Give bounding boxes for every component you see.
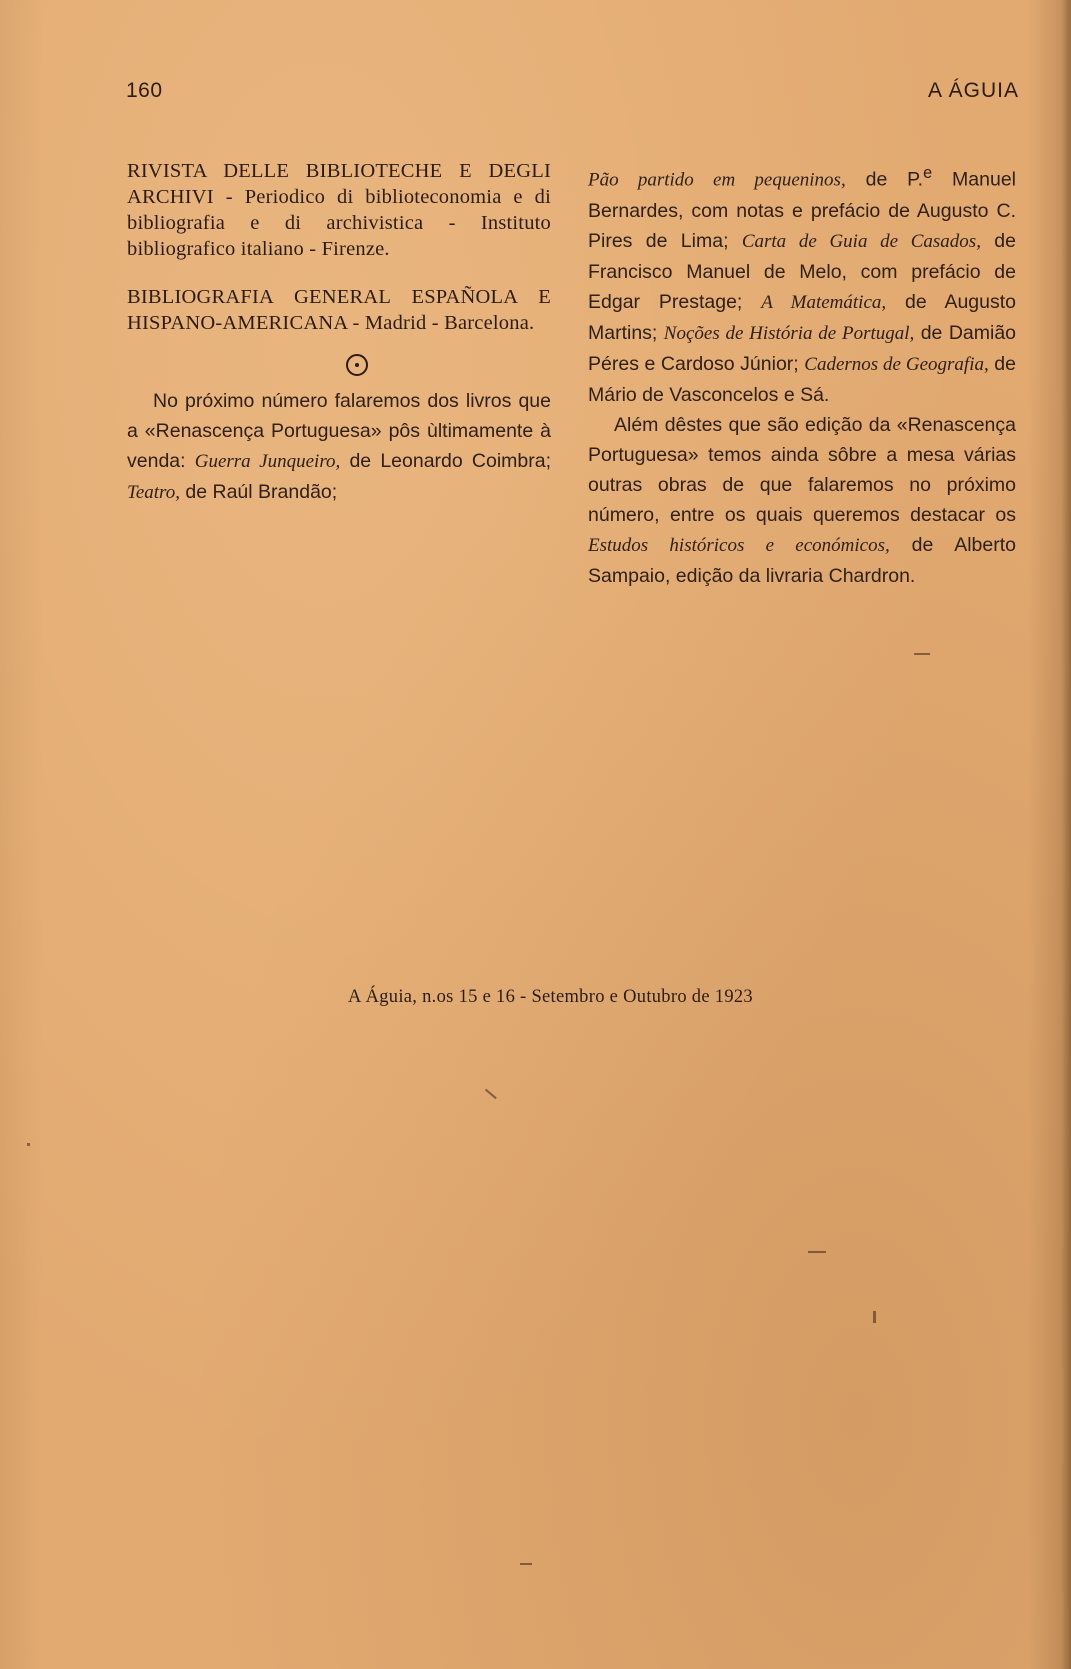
superscript: e [923, 164, 933, 182]
book-title: Guerra Junqueiro, [194, 451, 341, 472]
book-title: A Matemática, [761, 291, 887, 313]
paper-speck [520, 1563, 532, 1565]
running-title: A ÁGUIA [927, 79, 1019, 102]
page-edge-shadow [1061, 0, 1071, 1669]
paper-speck [914, 653, 930, 655]
announcement-text: de Raúl Brandão; [179, 481, 338, 503]
book-title: Cadernos de Geografia, [804, 353, 989, 375]
announcement-paragraph [127, 386, 551, 508]
section-divider [127, 344, 551, 386]
entry-spacer [127, 262, 551, 284]
bibliography-entry-bibliografia: BIBLIOGRAFIA GENERAL ESPAÑOLA E HISPANO-AMERICANA - Madrid - Barcelona. [127, 286, 551, 334]
bibliography-entry-rivista: RIVISTA DELLE BIBLIOTECHE E DEGLI ARCHIVI - Periodico di biblioteconomia e di bibliografia e di archivistica - Instituto bibliografico italiano - Firenze. [127, 160, 551, 260]
paper-speck [485, 1089, 497, 1099]
book-title: Noções de História de Portugal, [663, 322, 915, 344]
additional-works-paragraph [588, 410, 1016, 591]
right-column [588, 158, 1016, 591]
left-column [127, 158, 551, 508]
book-title: Carta de Guia de Casados, [741, 230, 981, 252]
book-title: Pão partido em pequeninos, [588, 169, 846, 191]
page-number: 160 [126, 79, 163, 102]
paper-speck [27, 1143, 30, 1146]
paragraph-text: de Augusto Martins; [588, 290, 1016, 344]
paper-speck [873, 1311, 876, 1323]
paragraph-text: de Damião Péres e Cardoso Júnior; [588, 321, 1017, 375]
book-title: Teatro, [127, 482, 180, 503]
circled-dot-ornament-icon [346, 354, 368, 376]
announcement-text: No próximo número falaremos dos livros que a «Renascença Portuguesa» pôs ùltimamente à venda: [127, 390, 551, 472]
book-list-paragraph [588, 158, 1016, 410]
paragraph-text: Manuel Bernardes, com notas e prefácio de Augusto C. Pires de Lima; [588, 168, 1017, 252]
paragraph-text: Além dêstes que são edição da «Renascença Portuguesa» temos ainda sôbre a mesa várias outras obras de que falaremos no próximo número, entre os quais queremos destacar os [588, 413, 1016, 526]
book-title: Estudos históricos e económicos, [588, 534, 890, 556]
paragraph-text: de Francisco Manuel de Melo, com prefácio de Edgar Prestage; [588, 229, 1016, 313]
paragraph-text: de P. [845, 168, 924, 191]
imprint-text: A Águia, n.os 15 e 16 - Setembro e Outubro de 1923 [348, 987, 753, 1007]
imprint-line [0, 987, 1071, 1008]
paragraph-text: de Mário de Vasconcelos e Sá. [588, 352, 1017, 406]
paper-speck [808, 1251, 826, 1253]
announcement-text: de Leonardo Coimbra; [340, 450, 552, 472]
paragraph-text: de Alberto Sampaio, edição da livraria Chardron. [588, 533, 1016, 587]
